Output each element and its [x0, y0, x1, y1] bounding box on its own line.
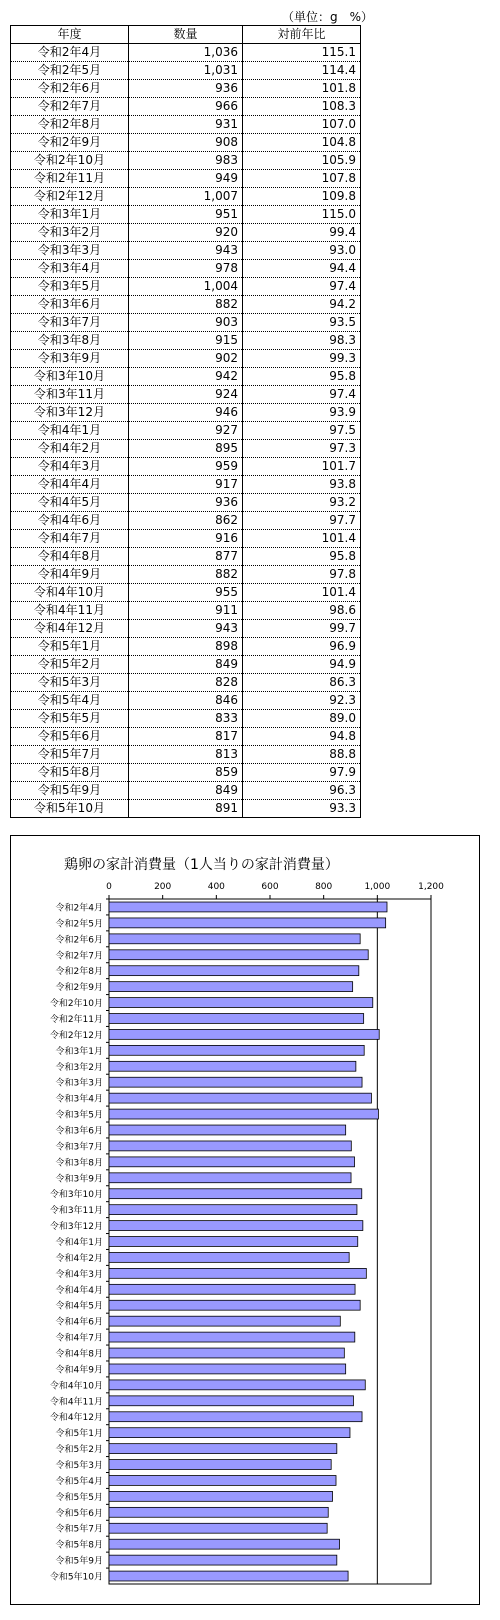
- cell-period: 令和5年9月: [11, 782, 129, 800]
- header-yoy: 対前年比: [243, 26, 361, 44]
- bar: [109, 1125, 346, 1135]
- y-tick-label: 令和5年8月: [55, 1540, 103, 1551]
- cell-quantity: 877: [129, 548, 243, 566]
- y-tick-label: 令和4年8月: [55, 1349, 103, 1360]
- cell-period: 令和4年4月: [11, 476, 129, 494]
- cell-yoy: 97.4: [243, 278, 361, 296]
- cell-period: 令和5年7月: [11, 746, 129, 764]
- y-tick-label: 令和3年9月: [55, 1174, 103, 1185]
- cell-period: 令和2年5月: [11, 62, 129, 80]
- table-row: [11, 512, 361, 530]
- table-row: [11, 368, 361, 386]
- table-row: [11, 350, 361, 368]
- bar-chart: [11, 836, 479, 1604]
- cell-quantity: 898: [129, 638, 243, 656]
- cell-yoy: 94.8: [243, 728, 361, 746]
- table-row: [11, 746, 361, 764]
- cell-quantity: 936: [129, 494, 243, 512]
- cell-period: 令和3年11月: [11, 386, 129, 404]
- cell-period: 令和2年9月: [11, 134, 129, 152]
- table-row: [11, 566, 361, 584]
- cell-period: 令和3年6月: [11, 296, 129, 314]
- bar: [109, 1237, 358, 1247]
- cell-yoy: 101.8: [243, 80, 361, 98]
- cell-yoy: 107.0: [243, 116, 361, 134]
- table-row: [11, 242, 361, 260]
- cell-yoy: 93.8: [243, 476, 361, 494]
- x-tick-label: 800: [315, 882, 333, 892]
- chart-title: 鶏卵の家計消費量（1人当りの家計消費量）: [64, 857, 339, 873]
- y-tick-label: 令和4年7月: [55, 1333, 103, 1344]
- bar: [109, 1268, 366, 1278]
- bar: [109, 1507, 328, 1517]
- y-tick-label: 令和5年6月: [55, 1508, 103, 1519]
- cell-quantity: 882: [129, 566, 243, 584]
- y-tick-label: 令和3年12月: [49, 1222, 103, 1233]
- y-tick-label: 令和2年8月: [55, 967, 103, 978]
- cell-yoy: 93.9: [243, 404, 361, 422]
- cell-period: 令和2年11月: [11, 170, 129, 188]
- cell-quantity: 955: [129, 584, 243, 602]
- cell-period: 令和4年6月: [11, 512, 129, 530]
- cell-quantity: 946: [129, 404, 243, 422]
- cell-yoy: 98.3: [243, 332, 361, 350]
- cell-quantity: 908: [129, 134, 243, 152]
- cell-period: 令和4年7月: [11, 530, 129, 548]
- cell-period: 令和5年3月: [11, 674, 129, 692]
- x-tick-label: 1,200: [418, 882, 444, 892]
- cell-quantity: 813: [129, 746, 243, 764]
- cell-yoy: 98.6: [243, 602, 361, 620]
- cell-yoy: 109.8: [243, 188, 361, 206]
- table-row: [11, 152, 361, 170]
- cell-quantity: 951: [129, 206, 243, 224]
- cell-period: 令和4年5月: [11, 494, 129, 512]
- table-row: [11, 422, 361, 440]
- x-tick-label: 600: [261, 882, 279, 892]
- cell-quantity: 936: [129, 80, 243, 98]
- cell-quantity: 943: [129, 242, 243, 260]
- bar: [109, 1476, 336, 1486]
- cell-yoy: 88.8: [243, 746, 361, 764]
- y-tick-label: 令和3年7月: [55, 1142, 103, 1153]
- cell-quantity: 917: [129, 476, 243, 494]
- cell-quantity: 942: [129, 368, 243, 386]
- cell-period: 令和4年3月: [11, 458, 129, 476]
- cell-period: 令和5年2月: [11, 656, 129, 674]
- cell-yoy: 96.3: [243, 782, 361, 800]
- bar: [109, 1523, 327, 1533]
- bar: [109, 950, 368, 960]
- cell-quantity: 983: [129, 152, 243, 170]
- y-tick-label: 令和2年7月: [55, 951, 103, 962]
- bar: [109, 1157, 355, 1167]
- x-tick-label: 200: [154, 882, 172, 892]
- table-row: [11, 494, 361, 512]
- bar: [109, 1141, 351, 1151]
- cell-yoy: 86.3: [243, 674, 361, 692]
- header-quantity: 数量: [129, 26, 243, 44]
- table-row: [11, 674, 361, 692]
- table-row: [11, 116, 361, 134]
- cell-period: 令和2年8月: [11, 116, 129, 134]
- table-row: [11, 296, 361, 314]
- y-tick-label: 令和4年6月: [55, 1317, 103, 1328]
- cell-period: 令和3年5月: [11, 278, 129, 296]
- cell-yoy: 97.5: [243, 422, 361, 440]
- table-row: [11, 98, 361, 116]
- y-tick-label: 令和5年9月: [55, 1556, 103, 1567]
- cell-period: 令和3年4月: [11, 260, 129, 278]
- y-tick-label: 令和2年10月: [49, 999, 103, 1010]
- y-tick-label: 令和4年1月: [55, 1238, 103, 1248]
- bar: [109, 1045, 364, 1055]
- cell-quantity: 959: [129, 458, 243, 476]
- y-tick-label: 令和2年12月: [49, 1030, 103, 1041]
- y-tick-label: 令和4年12月: [49, 1413, 103, 1424]
- cell-period: 令和5年1月: [11, 638, 129, 656]
- y-tick-label: 令和3年10月: [49, 1190, 103, 1201]
- cell-yoy: 97.4: [243, 386, 361, 404]
- cell-quantity: 849: [129, 656, 243, 674]
- cell-period: 令和3年10月: [11, 368, 129, 386]
- table-row: [11, 134, 361, 152]
- table-row: [11, 620, 361, 638]
- table-row: [11, 188, 361, 206]
- cell-yoy: 101.4: [243, 530, 361, 548]
- table-row: [11, 440, 361, 458]
- y-tick-label: 令和3年8月: [55, 1158, 103, 1169]
- cell-quantity: 902: [129, 350, 243, 368]
- bar: [109, 902, 387, 912]
- bar: [109, 1109, 378, 1119]
- cell-yoy: 105.9: [243, 152, 361, 170]
- x-tick-label: 400: [207, 882, 225, 892]
- cell-yoy: 94.9: [243, 656, 361, 674]
- bar: [109, 1444, 337, 1454]
- cell-period: 令和5年8月: [11, 764, 129, 782]
- cell-yoy: 101.7: [243, 458, 361, 476]
- y-tick-label: 令和4年10月: [49, 1381, 103, 1392]
- table-row: [11, 656, 361, 674]
- bar: [109, 1173, 351, 1183]
- table-row: [11, 728, 361, 746]
- y-tick-label: 令和4年3月: [55, 1269, 103, 1280]
- y-tick-label: 令和3年2月: [55, 1062, 103, 1073]
- cell-period: 令和5年5月: [11, 710, 129, 728]
- table-row: [11, 404, 361, 422]
- cell-yoy: 114.4: [243, 62, 361, 80]
- bar: [109, 1205, 357, 1215]
- bar: [109, 1428, 350, 1438]
- table-row: [11, 206, 361, 224]
- cell-quantity: 1,031: [129, 62, 243, 80]
- y-tick-label: 令和3年5月: [55, 1110, 103, 1121]
- bar: [109, 1029, 379, 1039]
- cell-period: 令和2年7月: [11, 98, 129, 116]
- cell-quantity: 949: [129, 170, 243, 188]
- cell-period: 令和4年10月: [11, 584, 129, 602]
- cell-yoy: 94.4: [243, 260, 361, 278]
- cell-period: 令和2年4月: [11, 44, 129, 62]
- table-row: [11, 800, 361, 818]
- table-row: [11, 530, 361, 548]
- y-tick-label: 令和2年6月: [55, 935, 103, 946]
- cell-yoy: 99.3: [243, 350, 361, 368]
- cell-yoy: 93.5: [243, 314, 361, 332]
- cell-yoy: 93.3: [243, 800, 361, 818]
- table-row: [11, 278, 361, 296]
- table-row: [11, 224, 361, 242]
- cell-quantity: 920: [129, 224, 243, 242]
- cell-period: 令和4年1月: [11, 422, 129, 440]
- y-tick-label: 令和2年5月: [55, 919, 103, 930]
- cell-yoy: 99.7: [243, 620, 361, 638]
- cell-quantity: 862: [129, 512, 243, 530]
- consumption-table: [10, 25, 361, 818]
- cell-yoy: 95.8: [243, 548, 361, 566]
- table-row: [11, 584, 361, 602]
- bar: [109, 1555, 337, 1565]
- bar: [109, 1316, 340, 1326]
- cell-period: 令和4年8月: [11, 548, 129, 566]
- bar: [109, 1252, 349, 1262]
- y-tick-label: 令和2年11月: [49, 1014, 103, 1025]
- bar: [109, 1284, 355, 1294]
- cell-quantity: 859: [129, 764, 243, 782]
- cell-period: 令和3年1月: [11, 206, 129, 224]
- cell-period: 令和5年10月: [11, 800, 129, 818]
- table-row: [11, 80, 361, 98]
- cell-quantity: 828: [129, 674, 243, 692]
- table-row: [11, 602, 361, 620]
- cell-yoy: 104.8: [243, 134, 361, 152]
- cell-quantity: 846: [129, 692, 243, 710]
- y-tick-label: 令和3年11月: [49, 1206, 103, 1217]
- table-row: [11, 62, 361, 80]
- bar: [109, 1380, 365, 1390]
- bar: [109, 1348, 344, 1358]
- y-tick-label: 令和3年1月: [55, 1046, 103, 1057]
- bar: [109, 982, 353, 992]
- bar: [109, 1014, 364, 1024]
- cell-quantity: 833: [129, 710, 243, 728]
- cell-quantity: 817: [129, 728, 243, 746]
- cell-quantity: 924: [129, 386, 243, 404]
- cell-yoy: 108.3: [243, 98, 361, 116]
- cell-yoy: 97.9: [243, 764, 361, 782]
- bar: [109, 1061, 356, 1071]
- y-tick-label: 令和3年6月: [55, 1126, 103, 1137]
- table-row: [11, 710, 361, 728]
- cell-period: 令和4年11月: [11, 602, 129, 620]
- cell-quantity: 927: [129, 422, 243, 440]
- cell-yoy: 93.0: [243, 242, 361, 260]
- bar: [109, 934, 360, 944]
- cell-period: 令和4年9月: [11, 566, 129, 584]
- table-row: [11, 692, 361, 710]
- cell-period: 令和2年12月: [11, 188, 129, 206]
- bar: [109, 1093, 371, 1103]
- bar: [109, 1539, 339, 1549]
- cell-quantity: 943: [129, 620, 243, 638]
- unit-note: （単位：g %）: [282, 10, 374, 24]
- cell-yoy: 94.2: [243, 296, 361, 314]
- y-tick-label: 令和3年3月: [55, 1078, 103, 1089]
- table-row: [11, 170, 361, 188]
- cell-period: 令和3年12月: [11, 404, 129, 422]
- cell-yoy: 89.0: [243, 710, 361, 728]
- table-row: [11, 764, 361, 782]
- table-row: [11, 548, 361, 566]
- cell-quantity: 978: [129, 260, 243, 278]
- cell-period: 令和3年9月: [11, 350, 129, 368]
- bar: [109, 1077, 362, 1087]
- cell-quantity: 916: [129, 530, 243, 548]
- bar: [109, 1491, 333, 1501]
- cell-yoy: 92.3: [243, 692, 361, 710]
- y-tick-label: 令和2年9月: [55, 983, 103, 994]
- cell-period: 令和4年2月: [11, 440, 129, 458]
- y-tick-label: 令和5年5月: [55, 1492, 103, 1503]
- y-tick-label: 令和4年2月: [55, 1253, 103, 1264]
- cell-period: 令和3年2月: [11, 224, 129, 242]
- cell-yoy: 107.8: [243, 170, 361, 188]
- cell-quantity: 891: [129, 800, 243, 818]
- table-row: [11, 314, 361, 332]
- bar: [109, 1396, 353, 1406]
- bar: [109, 1460, 331, 1470]
- cell-yoy: 95.8: [243, 368, 361, 386]
- cell-quantity: 903: [129, 314, 243, 332]
- cell-quantity: 931: [129, 116, 243, 134]
- y-tick-label: 令和5年1月: [55, 1429, 103, 1440]
- table-row: [11, 476, 361, 494]
- table-row: [11, 332, 361, 350]
- bar: [109, 918, 386, 928]
- table-row: [11, 386, 361, 404]
- y-tick-label: 令和3年4月: [55, 1094, 103, 1105]
- table-header-row: [11, 26, 361, 44]
- cell-yoy: 97.7: [243, 512, 361, 530]
- table-row: [11, 44, 361, 62]
- bar: [109, 1412, 362, 1422]
- cell-quantity: 966: [129, 98, 243, 116]
- cell-yoy: 115.1: [243, 44, 361, 62]
- cell-period: 令和5年6月: [11, 728, 129, 746]
- bar: [109, 1332, 355, 1342]
- cell-yoy: 93.2: [243, 494, 361, 512]
- cell-yoy: 97.8: [243, 566, 361, 584]
- y-tick-label: 令和5年7月: [55, 1524, 103, 1535]
- bar: [109, 1189, 362, 1199]
- cell-yoy: 115.0: [243, 206, 361, 224]
- cell-period: 令和2年6月: [11, 80, 129, 98]
- cell-quantity: 911: [129, 602, 243, 620]
- y-tick-label: 令和4年9月: [55, 1365, 103, 1376]
- bar: [109, 1571, 348, 1581]
- cell-period: 令和4年12月: [11, 620, 129, 638]
- cell-quantity: 882: [129, 296, 243, 314]
- cell-period: 令和3年8月: [11, 332, 129, 350]
- cell-quantity: 1,004: [129, 278, 243, 296]
- cell-yoy: 99.4: [243, 224, 361, 242]
- bar: [109, 998, 373, 1008]
- chart-frame: [10, 835, 480, 1605]
- x-tick-label: 1,000: [364, 882, 391, 892]
- cell-quantity: 895: [129, 440, 243, 458]
- cell-quantity: 1,036: [129, 44, 243, 62]
- table-row: [11, 638, 361, 656]
- cell-period: 令和3年7月: [11, 314, 129, 332]
- table-row: [11, 458, 361, 476]
- x-tick-label: 0: [106, 882, 112, 892]
- y-tick-label: 令和4年11月: [49, 1397, 103, 1408]
- y-tick-label: 令和5年4月: [55, 1476, 103, 1487]
- table-row: [11, 782, 361, 800]
- bar: [109, 966, 359, 976]
- y-tick-label: 令和2年4月: [55, 903, 103, 914]
- y-tick-label: 令和5年10月: [49, 1572, 103, 1583]
- cell-quantity: 1,007: [129, 188, 243, 206]
- y-tick-label: 令和5年2月: [55, 1445, 103, 1456]
- cell-yoy: 101.4: [243, 584, 361, 602]
- bar: [109, 1221, 363, 1231]
- y-tick-label: 令和5年3月: [55, 1461, 103, 1472]
- bar: [109, 1300, 360, 1310]
- cell-quantity: 915: [129, 332, 243, 350]
- bar: [109, 1364, 346, 1374]
- table-row: [11, 260, 361, 278]
- cell-quantity: 849: [129, 782, 243, 800]
- y-tick-label: 令和4年5月: [55, 1301, 103, 1312]
- cell-period: 令和3年3月: [11, 242, 129, 260]
- y-tick-label: 令和4年4月: [55, 1285, 103, 1296]
- cell-yoy: 96.9: [243, 638, 361, 656]
- header-period: 年度: [11, 26, 129, 44]
- cell-yoy: 97.3: [243, 440, 361, 458]
- cell-period: 令和2年10月: [11, 152, 129, 170]
- cell-period: 令和5年4月: [11, 692, 129, 710]
